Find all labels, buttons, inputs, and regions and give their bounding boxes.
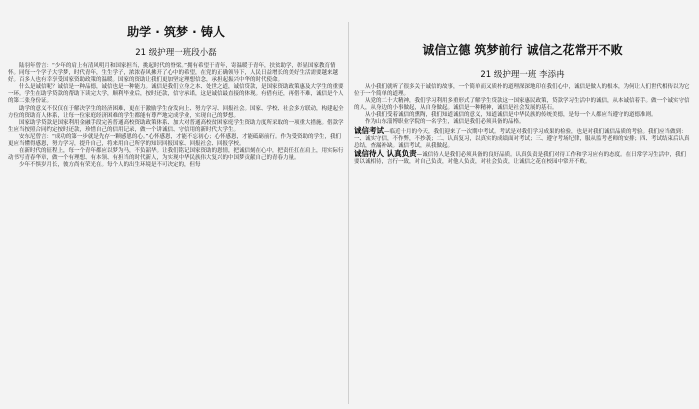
section-text: —诚信待人是我们必须具备的良好品质。认真负责是我们对待工作和学习应有的态度。在日常学习生活中，我们要以诚相待，言行一致，对自己负责，对他人负责，对社会负责，让诚信之花在校园中常开不败。: [354, 152, 687, 166]
section-heading: 诚信待人 认真负责: [354, 149, 417, 159]
right-section: [354, 150, 691, 166]
left-article-title: 助学 · 筑梦 · 铸人: [127, 25, 225, 39]
left-paragraph: 助学的意义不仅仅在于解决学生的经济困难，更在于激励学生奋发向上、努力学习、回报社会。国家、学校、社会多方联动，构建起全方位的资助育人体系，让每一位家庭经济困难的学生都能有尊严地完成学业，实现自己的梦想。: [8, 105, 344, 119]
right-article: [354, 0, 691, 409]
right-paragraph: 从小我们就听了很多关于诚信的故事，一个简单而又质朴的道理深深地印在我们心中，诚信是做人的根本，为何让人们世代相传以为它位于一个简单的道理。: [354, 84, 690, 98]
left-paragraph: 安东尼曾言：“成功的第一步就是先存一颗感恩的心。”心怀感恩，才能不忘初心；心怀感恩，才能砥砺前行。作为受资助的学生，我们更应当懂得感恩，努力学习，提升自己，将来用自己所学的知识回报国家、回报社会、回报学校。: [8, 133, 341, 148]
section-text: —临近十月的今天，我们迎来了一次期中考试。考试是对我们学习成果的检验，也是对我们诚信品质的考验。我们应当做到：一、诚实守信，不作弊，不抄袭；二、认真复习，以真实的成绩面对考试；三、遵守考场纪律，服从监考老师的安排；四、考试结束后认真总结，查漏补缺。诚信考试，从我做起。: [354, 128, 690, 149]
left-paragraph: 陆羽年曾言：“少年的肩上有清风明月和国家担当，挑起时代的脊梁。”拥有希望于青年，寄温暖于青年，扶贫助学，彰显国家教育情怀。同每一个学子大学梦，时代青年，生生学子，浓浓春风拂开了心中的希望，在党的正确领导下，人民日益增长的美好生活需要越来越好。百多人也有幸享受国家资助政策的温暖。国家的资助让我们更加坚定理想信念，承担起振兴中华的时代使命。: [8, 63, 339, 84]
right-paragraph: 从小我们受着诚信的熏陶，我们知道诚信的意义，知道诚信是中华民族的传统美德，是每一个人都应当遵守的道德准则。: [365, 112, 657, 119]
left-paragraph: 什么是诚信呢？诚信是一种品德，诚信也是一种能力。诚信是我们立身之本、处世之道，诚信贷款，是国家资助政策惠及大学生的重要一环。学生在助学贷款的帮助下读完大学，顺利毕业后，按时还款，信守承诺，这是诚信最直接的体现。有借有还，再借不难，诚信是个人的第二张身份证。: [8, 84, 344, 105]
right-paragraph: 从党的二十大精神，我们学习利用多重形式了解学生贷款这一国家惠民政策，贷款学习生活中的诚信，从本诚信着手。做一个诚实守信的人，从身边的小事做起，从自身做起。诚信是一种精神，诚信是社会发展的基石。: [354, 98, 690, 112]
right-article-title: 诚信立德 筑梦前行 诚信之花常开不败: [422, 43, 623, 57]
section-heading: 诚信考试: [354, 125, 384, 135]
left-paragraph: 少年不惧岁月长，彼方尚有荣光在。每个人的出生环境是不可决定的，但每: [19, 162, 201, 169]
left-article-author: 21 级护理一班段小磊: [135, 48, 217, 58]
left-article: [8, 0, 344, 409]
column-divider: [348, 22, 349, 404]
right-article-author: 21 级护理一班 李添冉: [480, 70, 565, 80]
right-paragraph: 作为山东淄博职业学院的一名学生，诚信是我们必须具备的品格。: [365, 119, 525, 126]
left-paragraph: 国家助学贷款是国家利用金融手段完善普通高校资助政策体系、加大对普通高校贫困家庭学生资助力度所采取的一项重大措施。借款学生应当按照合同约定按时还款，珍惜自己的信用记录，做一个讲诚信、守信用的新时代大学生。: [8, 119, 344, 133]
right-section: [354, 127, 691, 151]
left-paragraph: 在新时代的征程上，每一个青年都应以梦为马，不负韶华。让我们铭记国家资助的恩情，把诚信刻在心中，把责任扛在肩上，用实际行动书写青春华章，做一个有理想、有本领、有担当的时代新人，为实现中华民族伟大复兴的中国梦贡献自己的青春力量。: [8, 148, 344, 162]
